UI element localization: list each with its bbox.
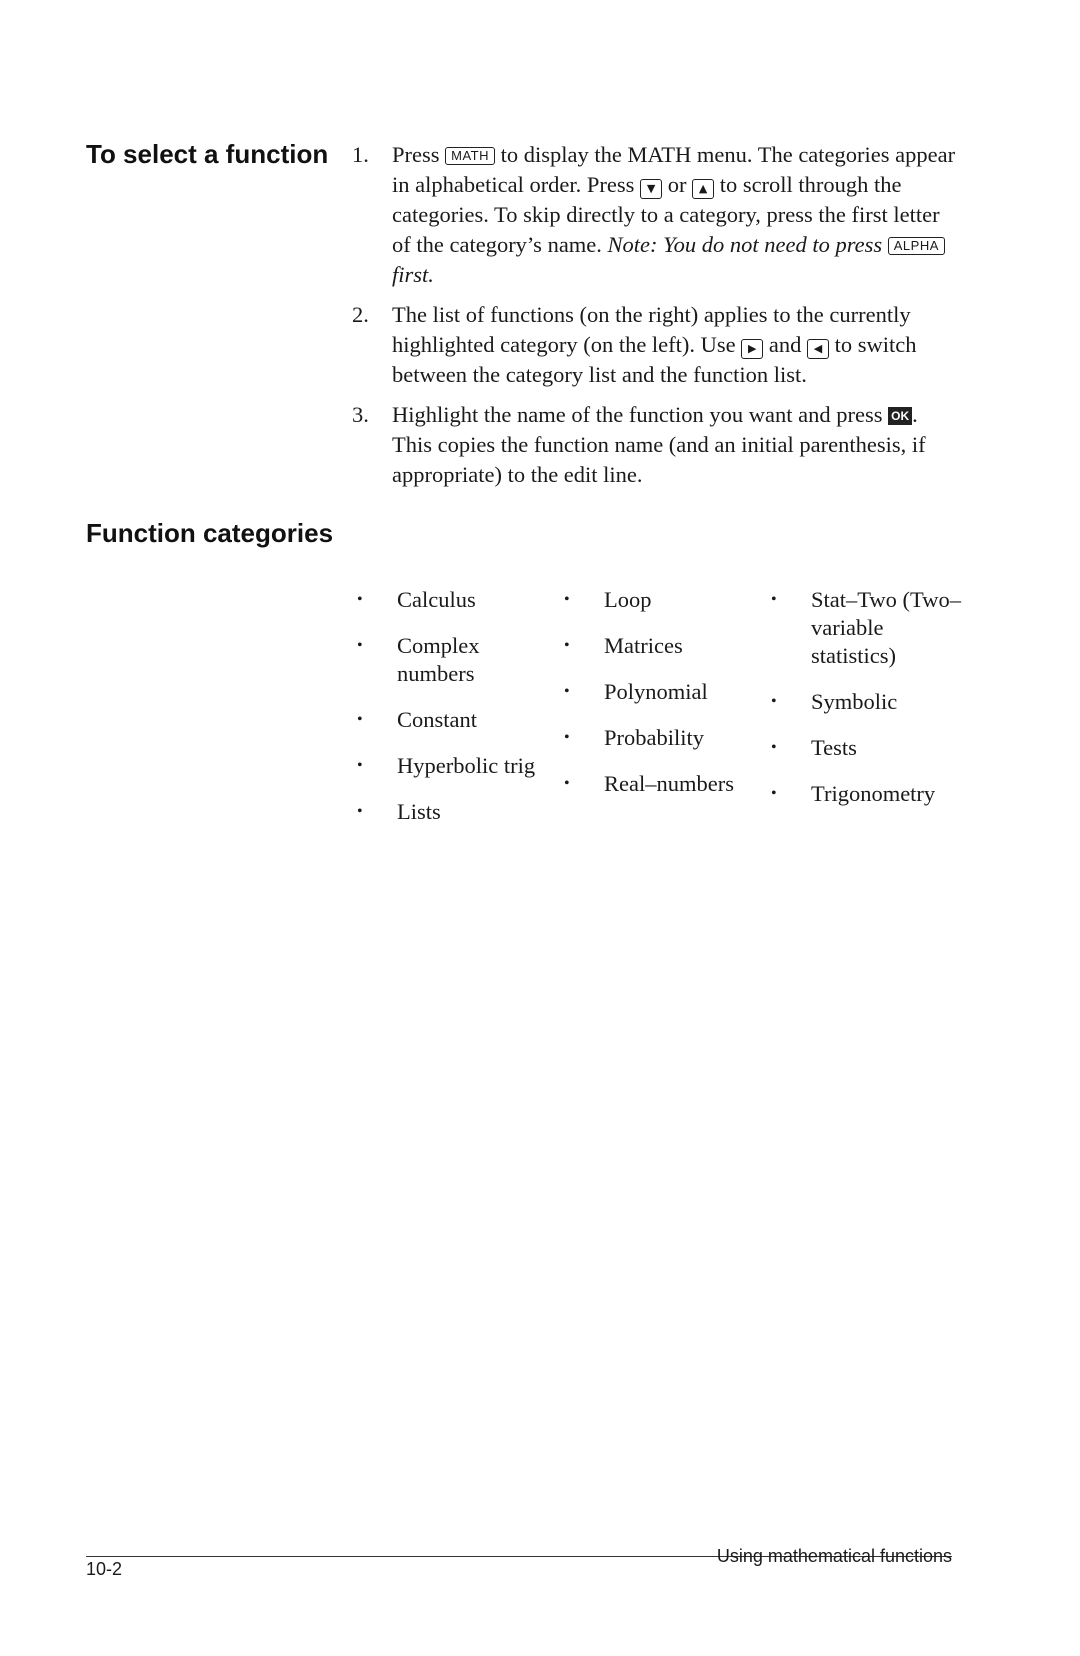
- math-key: MATH: [445, 147, 495, 165]
- step-text: Highlight the name of the function you want and press: [392, 402, 889, 427]
- step-number: 1.: [352, 142, 369, 167]
- step-text: to display the MATH menu. The categories appear in alphabetical order. Press: [392, 142, 956, 197]
- section-heading-select-function: To select a function: [86, 139, 329, 169]
- step-text: and: [763, 332, 808, 357]
- category-item: • Complex numbers: [357, 632, 497, 688]
- category-item: • Real–numbers: [564, 770, 764, 798]
- category-item: • Hyperbolic trig: [357, 752, 557, 780]
- note-text: first.: [392, 262, 434, 287]
- step-number: 2.: [352, 302, 369, 327]
- category-item: • Tests: [771, 734, 971, 762]
- step-text: Press: [392, 142, 446, 167]
- step-number: 3.: [352, 402, 369, 427]
- step-text: The list of functions (on the right) applies to the currently highlighted category (on the left). Use: [392, 302, 911, 357]
- step-2: [352, 300, 962, 390]
- section-heading-function-categories: Function categories: [86, 518, 334, 548]
- step-text: to switch between the category list and the function list.: [392, 332, 917, 387]
- category-column-1: [357, 586, 557, 844]
- right-arrow-key-icon: ▶: [741, 339, 763, 359]
- up-arrow-key-icon: ▲: [692, 179, 714, 199]
- down-arrow-key-icon: ▼: [640, 179, 662, 199]
- category-item: • Lists: [357, 798, 557, 826]
- category-item: • Matrices: [564, 632, 764, 660]
- page-number: 10-2: [86, 1559, 123, 1579]
- chapter-title: Using mathematical functions: [716, 1546, 952, 1566]
- category-column-3: [771, 586, 971, 826]
- left-arrow-key-icon: ◀: [807, 339, 829, 359]
- step-text: or: [662, 172, 693, 197]
- category-item: • Symbolic: [771, 688, 971, 716]
- category-item: • Probability: [564, 724, 764, 752]
- category-item: • Calculus: [357, 586, 557, 614]
- note-text: Note: You do not need to press: [607, 232, 888, 257]
- steps-list: [352, 140, 962, 500]
- category-column-2: [564, 586, 764, 816]
- step-text: to scroll through the categories. To skip directly to a category, press the first letter of the category’s name.: [392, 172, 940, 257]
- step-1: [352, 140, 962, 290]
- category-item: • Stat–Two (Two–variable statistics): [771, 586, 961, 670]
- alpha-key: ALPHA: [888, 237, 945, 255]
- category-item: • Polynomial: [564, 678, 764, 706]
- category-item: • Trigonometry: [771, 780, 971, 808]
- category-item: • Loop: [564, 586, 764, 614]
- ok-softkey: OK: [888, 407, 912, 425]
- step-3: [352, 400, 962, 490]
- step-text: . This copies the function name (and an initial parenthesis, if appropriate) to the edit line.: [392, 402, 926, 487]
- category-item: • Constant: [357, 706, 557, 734]
